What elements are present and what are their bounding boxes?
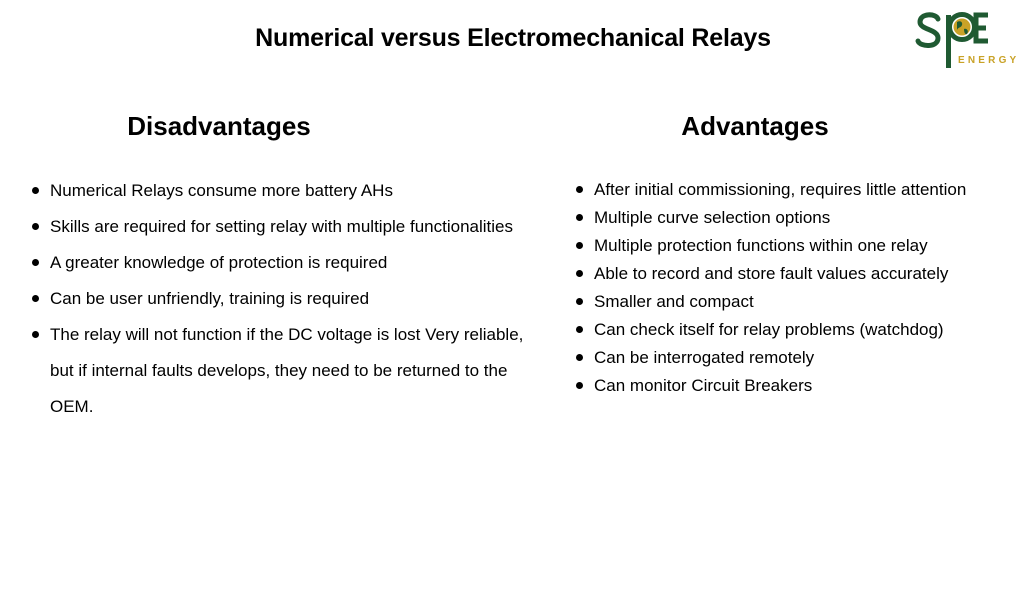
- list-item-text: Numerical Relays consume more battery AHs: [50, 181, 393, 200]
- page-title: Numerical versus Electromechanical Relays: [255, 24, 771, 52]
- list-item: [574, 372, 1014, 400]
- list-item: [574, 344, 1014, 372]
- bullet-icon: [32, 187, 39, 194]
- list-item-text: Smaller and compact: [594, 292, 754, 311]
- list-item-text: Can be interrogated remotely: [594, 348, 815, 367]
- bullet-icon: [576, 382, 583, 389]
- list-item: [30, 317, 550, 425]
- bullet-icon: [576, 214, 583, 221]
- bullet-icon: [32, 223, 39, 230]
- list-item-text: Can monitor Circuit Breakers: [594, 376, 813, 395]
- list-item: [574, 316, 1014, 344]
- bullet-icon: [576, 242, 583, 249]
- bullet-icon: [32, 295, 39, 302]
- bullet-icon: [32, 259, 39, 266]
- list-item-text: Multiple curve selection options: [594, 208, 831, 227]
- list-item-text: Able to record and store fault values accurately: [594, 264, 949, 283]
- bullet-icon: [576, 326, 583, 333]
- list-item-text: A greater knowledge of protection is required: [50, 253, 388, 272]
- list-item: [574, 204, 1014, 232]
- list-item-text: The relay will not function if the DC voltage is lost Very reliable, but if internal faults develops, they need to be returned to the OEM.: [50, 325, 524, 416]
- list-item: [574, 288, 1014, 316]
- bullet-icon: [576, 298, 583, 305]
- list-item: [30, 281, 550, 317]
- list-item-text: Skills are required for setting relay with multiple functionalities: [50, 217, 513, 236]
- disadvantages-heading: Disadvantages: [127, 111, 311, 141]
- advantages-list: [574, 176, 1014, 400]
- list-item: [574, 176, 1014, 204]
- list-item-text: Can be user unfriendly, training is required: [50, 289, 370, 308]
- bullet-icon: [576, 354, 583, 361]
- list-item: [30, 209, 550, 245]
- disadvantages-list: [30, 173, 550, 425]
- list-item-text: Can check itself for relay problems (watchdog): [594, 320, 944, 339]
- list-item: [30, 245, 550, 281]
- advantages-heading: Advantages: [681, 111, 829, 141]
- list-item: [574, 232, 1014, 260]
- bullet-icon: [576, 270, 583, 277]
- list-item-text: After initial commissioning, requires little attention: [594, 180, 967, 199]
- logo-subtext: ENERGY: [958, 55, 1020, 66]
- spe-energy-logo: [912, 6, 1024, 70]
- logo-graphic: [912, 6, 1024, 70]
- list-item: [30, 173, 550, 209]
- list-item: [574, 260, 1014, 288]
- bullet-icon: [32, 331, 39, 338]
- list-item-text: Multiple protection functions within one relay: [594, 236, 928, 255]
- bullet-icon: [576, 186, 583, 193]
